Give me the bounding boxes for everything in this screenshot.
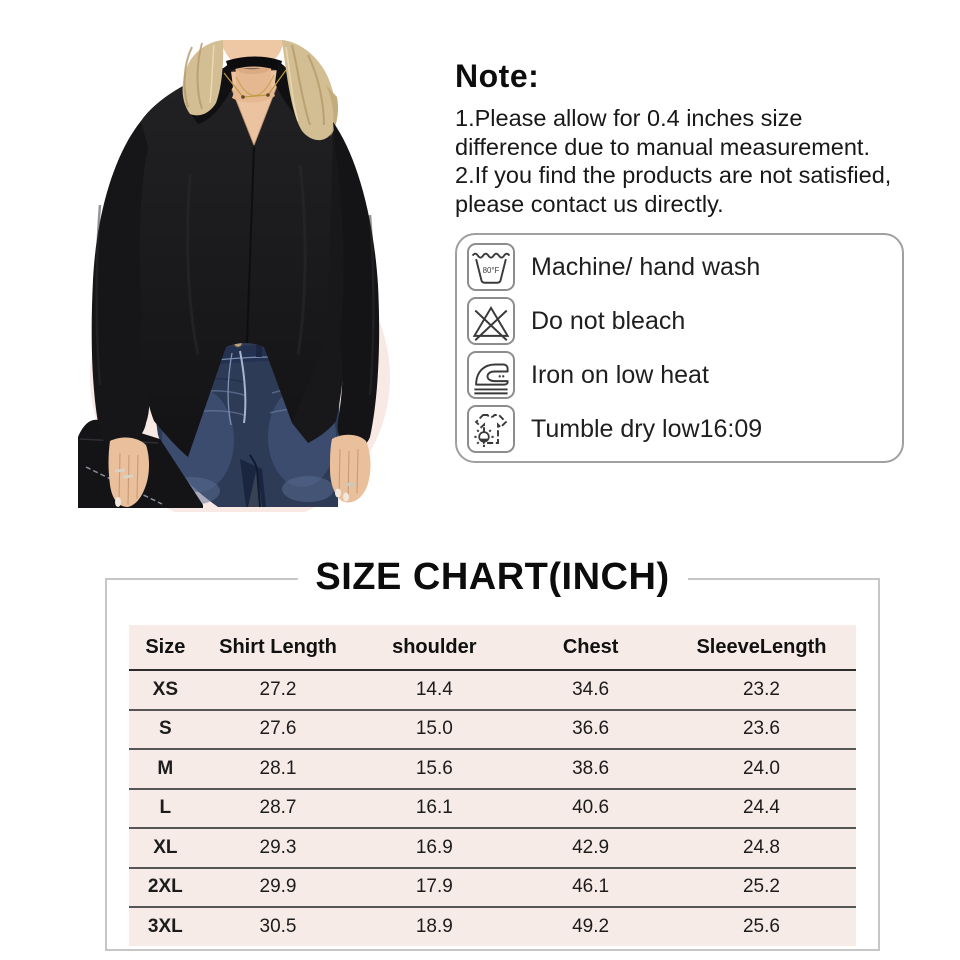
machine-hand-wash-icon — [467, 243, 515, 291]
note-section — [455, 58, 930, 218]
iron-low-heat-icon — [467, 351, 515, 399]
value-cell: 16.9 — [354, 828, 514, 868]
note-line: difference due to manual measurement. — [455, 133, 870, 160]
do-not-bleach-icon — [467, 297, 515, 345]
value-cell: 24.4 — [667, 789, 856, 829]
value-cell: 40.6 — [514, 789, 667, 829]
care-row-bleach — [467, 295, 892, 347]
note-line: 1.Please allow for 0.4 inches size — [455, 105, 803, 131]
size-chart-title: SIZE CHART(INCH) — [297, 556, 687, 599]
value-cell: 30.5 — [259, 915, 297, 937]
value-cell: 49.2 — [572, 915, 610, 937]
column-header: Chest — [514, 625, 667, 670]
value-cell: 25.6 — [742, 915, 780, 937]
size-cell: XL — [129, 828, 202, 868]
size-table-head-row — [129, 625, 856, 670]
care-label: Tumble dry low16:09 — [531, 414, 763, 443]
size-cell: L — [129, 789, 202, 829]
value-cell: 25.2 — [667, 868, 856, 908]
care-row-wash — [467, 241, 892, 293]
value-cell: 42.9 — [514, 828, 667, 868]
size-chart-table — [129, 625, 856, 946]
note-heading: Note: — [455, 58, 540, 94]
model-photo — [40, 25, 440, 512]
column-header: Size — [129, 625, 202, 670]
care-label: Machine/ hand wash — [531, 252, 761, 281]
value-cell: 18.9 — [415, 915, 453, 937]
value-cell: 27.2 — [202, 670, 355, 710]
value-cell: 34.6 — [514, 670, 667, 710]
value-cell: 15.0 — [354, 710, 514, 750]
value-cell: 27.6 — [202, 710, 355, 750]
value-cell: 14.4 — [354, 670, 514, 710]
value-cell: 23.6 — [667, 710, 856, 750]
value-cell: 17.9 — [354, 868, 514, 908]
value-cell: 38.6 — [514, 749, 667, 789]
right-hand — [330, 435, 371, 503]
note-line: please contact us directly. — [455, 190, 724, 217]
care-label: Iron on low heat — [531, 360, 709, 389]
size-chart-section — [105, 556, 880, 951]
table-row — [129, 907, 856, 946]
table-row — [129, 670, 856, 710]
size-cell: 3XL — [147, 915, 183, 937]
table-row — [129, 710, 856, 750]
table-row — [129, 749, 856, 789]
value-cell: 46.1 — [514, 868, 667, 908]
care-instructions-box — [455, 233, 904, 463]
table-row — [129, 828, 856, 868]
table-row — [129, 868, 856, 908]
size-cell: M — [129, 749, 202, 789]
value-cell: 24.0 — [667, 749, 856, 789]
column-header: SleeveLength — [667, 625, 856, 670]
size-cell: S — [129, 710, 202, 750]
care-row-tumble-dry — [467, 403, 892, 455]
note-line: 2.If you find the products are not satisfied, — [455, 162, 892, 188]
size-table-body — [129, 670, 856, 946]
care-label: Do not bleach — [531, 306, 686, 335]
wash-temp-label: 80°F — [482, 266, 500, 276]
value-cell: 29.9 — [202, 868, 355, 908]
size-cell: XS — [129, 670, 202, 710]
value-cell: 28.7 — [202, 789, 355, 829]
column-header: Shirt Length — [202, 625, 355, 670]
value-cell: 16.1 — [354, 789, 514, 829]
tumble-dry-low-icon — [467, 405, 515, 453]
table-row — [129, 789, 856, 829]
value-cell: 28.1 — [202, 749, 355, 789]
value-cell: 29.3 — [202, 828, 355, 868]
value-cell: 15.6 — [354, 749, 514, 789]
column-header: shoulder — [354, 625, 514, 670]
value-cell: 23.2 — [667, 670, 856, 710]
size-cell: 2XL — [129, 868, 202, 908]
value-cell: 24.8 — [667, 828, 856, 868]
care-row-iron — [467, 349, 892, 401]
value-cell: 36.6 — [514, 710, 667, 750]
